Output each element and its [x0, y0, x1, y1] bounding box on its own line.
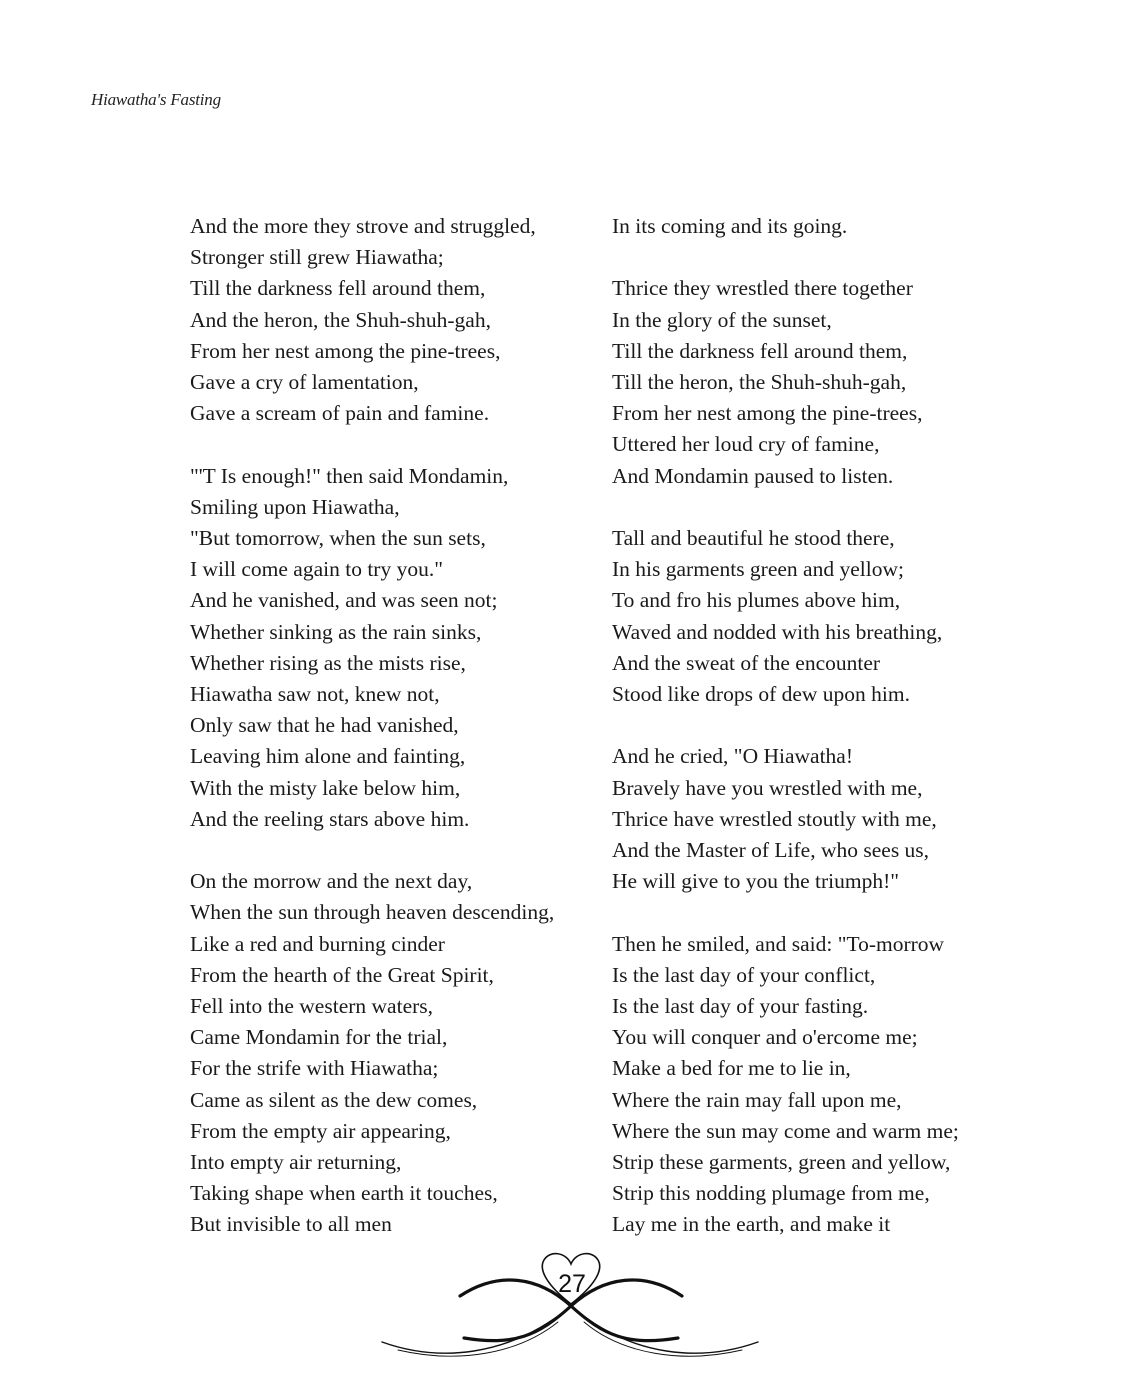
poem-line: Leaving him alone and fainting,	[190, 744, 466, 769]
poem-line: Lay me in the earth, and make it	[612, 1212, 891, 1237]
poem-line: Smiling upon Hiawatha,	[190, 494, 400, 519]
poem-line: He will give to you the triumph!"	[612, 869, 900, 894]
poem-line: When the sun through heaven descending,	[190, 900, 555, 925]
poem-line: And the more they strove and struggled,	[190, 214, 536, 238]
stanza	[190, 866, 554, 1240]
poem-line: Till the darkness fell around them,	[190, 276, 486, 301]
poem-line: Came Mondamin for the trial,	[190, 1025, 448, 1050]
poem-line: From her nest among the pine-trees,	[612, 401, 923, 426]
poem-line: Strip this nodding plumage from me,	[612, 1181, 930, 1206]
poem-line: Then he smiled, and said: "To-morrow	[612, 931, 945, 956]
poem-line: Came as silent as the dew comes,	[190, 1087, 478, 1112]
poem-line: And he cried, "O Hiawatha!	[612, 744, 854, 769]
poem-line: Tall and beautiful he stood there,	[612, 526, 895, 550]
stanza	[190, 461, 554, 835]
poem-column-right	[612, 211, 959, 1272]
poem-line: Whether rising as the mists rise,	[190, 650, 466, 675]
poem-line: In his garments green and yellow;	[612, 557, 904, 582]
poem-line: Is the last day of your fasting.	[612, 994, 869, 1019]
poem-line: Whether sinking as the rain sinks,	[190, 619, 482, 644]
poem-line: From the hearth of the Great Spirit,	[190, 962, 494, 987]
stanza	[612, 741, 959, 897]
poem-line: And the Master of Life, who sees us,	[612, 838, 930, 863]
poem-line: Where the sun may come and warm me;	[612, 1118, 959, 1143]
poem-line: Till the darkness fell around them,	[612, 338, 908, 363]
poem-line: For the strife with Hiawatha;	[190, 1056, 439, 1081]
poem-line: From the empty air appearing,	[190, 1118, 451, 1143]
poem-line: Into empty air returning,	[190, 1150, 402, 1175]
poem-line: Uttered her loud cry of famine,	[612, 432, 880, 457]
poem-line: In the glory of the sunset,	[612, 307, 832, 332]
poem-line: And Mondamin paused to listen.	[612, 463, 894, 488]
poem-line: Where the rain may fall upon me,	[612, 1087, 902, 1112]
poem-line: And the sweat of the encounter	[612, 650, 881, 675]
poem-line: Thrice have wrestled stoutly with me,	[612, 806, 937, 831]
heart-flourish-icon	[378, 1246, 762, 1366]
poem-line: You will conquer and o'ercome me;	[612, 1025, 918, 1050]
poem-line: On the morrow and the next day,	[190, 869, 473, 894]
poem-line: And the heron, the Shuh-shuh-gah,	[190, 307, 491, 332]
poem-line: To and fro his plumes above him,	[612, 588, 901, 613]
poem-line: Is the last day of your conflict,	[612, 962, 876, 987]
poem-line: "But tomorrow, when the sun sets,	[190, 526, 486, 551]
poem-line: Like a red and burning cinder	[190, 931, 445, 956]
stanza	[190, 211, 554, 429]
stanza	[612, 211, 959, 242]
poem-line: Strip these garments, green and yellow,	[612, 1150, 951, 1175]
poem-line: Gave a scream of pain and famine.	[190, 401, 490, 426]
page-number: 27	[558, 1270, 586, 1298]
poem-line: With the misty lake below him,	[190, 775, 461, 800]
poem-line: But invisible to all men	[190, 1212, 392, 1237]
poem-line: Till the heron, the Shuh-shuh-gah,	[612, 370, 907, 394]
poem-line: Bravely have you wrestled with me,	[612, 775, 923, 800]
poem-line: Fell into the western waters,	[190, 994, 434, 1019]
stanza	[612, 929, 959, 1241]
poem-line: And he vanished, and was seen not;	[190, 588, 498, 613]
poem-line: Hiawatha saw not, knew not,	[190, 682, 440, 707]
poem-line: And the reeling stars above him.	[190, 806, 470, 831]
poem-line: Taking shape when earth it touches,	[190, 1181, 498, 1206]
poem-line: Gave a cry of lamentation,	[190, 370, 419, 395]
poem-line: Only saw that he had vanished,	[190, 713, 459, 738]
poem-column-left	[190, 211, 554, 1272]
stanza	[612, 273, 959, 491]
poem-line: Stood like drops of dew upon him.	[612, 682, 910, 707]
stanza	[612, 523, 959, 710]
poem-line: Stronger still grew Hiawatha;	[190, 245, 444, 270]
poem-line: Make a bed for me to lie in,	[612, 1056, 851, 1081]
poem-line: In its coming and its going.	[612, 214, 848, 238]
poem-line: Waved and nodded with his breathing,	[612, 619, 943, 644]
running-header: Hiawatha's Fasting	[91, 90, 221, 109]
poem-line: Thrice they wrestled there together	[612, 276, 913, 301]
poem-line: I will come again to try you."	[190, 557, 443, 582]
poem-line: "'T Is enough!" then said Mondamin,	[190, 463, 509, 488]
poem-line: From her nest among the pine-trees,	[190, 338, 501, 363]
